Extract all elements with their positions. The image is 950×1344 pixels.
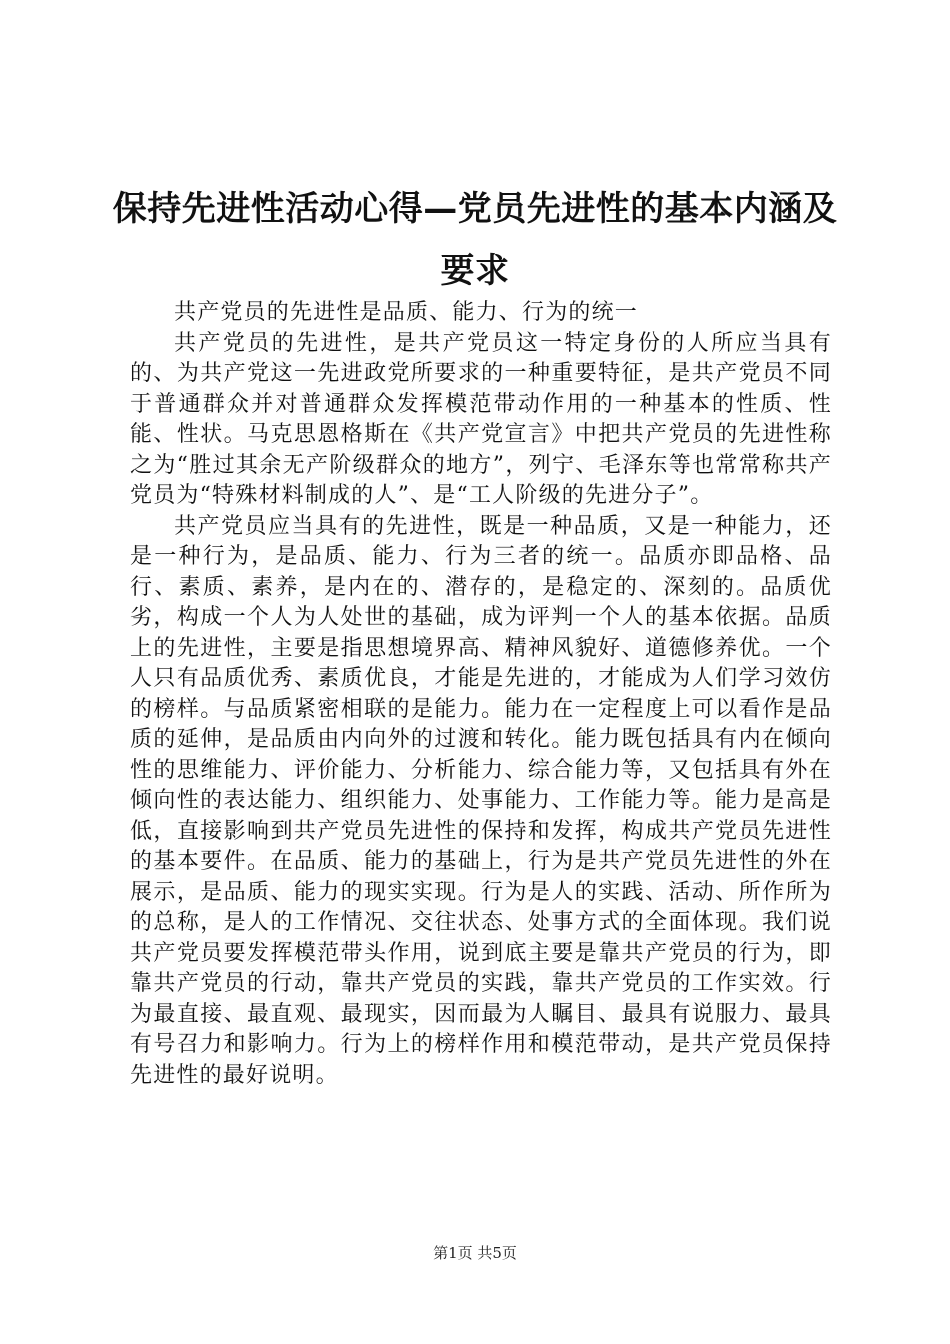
paragraph: 共产党员应当具有的先进性，既是一种品质，又是一种能力，还是一种行为，是品质、能力、行为三者的统一。品质亦即品格、品行、素质、素养，是内在的、潜存的，是稳定的、深刻的。品质优劣，构成一个人为人处世的基础，成为评判一个人的基本依据。品质上的先进性，主要是指思想境界高、精神风貌好、道德修养优。一个人只有品质优秀、素质优良，才能是先进的，才能成为人们学习效仿的榜样。与品质紧密相联的是能力。能力在一定程度上可以看作是品质的延伸，是品质由内向外的过渡和转化。能力既包括具有内在倾向性的思维能力、评价能力、分析能力、综合能力等，又包括具有外在倾向性的表达能力、组织能力、处事能力、工作能力等。能力是高是低，直接影响到共产党员先进性的保持和发挥，构成共产党员先进性的基本要件。在品质、能力的基础上，行为是共产党员先进性的外在展示，是品质、能力的现实实现。行为是人的实践、活动、所作所为的总称，是人的工作情况、交往状态、处事方式的全面体现。我们说共产党员要发挥模范带头作用，说到底主要是靠共产党员的行为，即靠共产党员的行动，靠共产党员的实践，靠共产党员的工作实效。行为最直接、最直观、最现实，因而最为人瞩目、最具有说服力、最具有号召力和影响力。行为上的榜样作用和模范带动，是共产党员保持先进性的最好说明。 <box>130 513 832 1088</box>
page-number-footer: 第1页 共5页 <box>433 1244 517 1262</box>
paragraph: 共产党员的先进性，是共产党员这一特定身份的人所应当具有的、为共产党这一先进政党所要求的一种重要特征，是共产党员不同于普通群众并对普通群众发挥模范带动作用的一种基本的性质、性能、性状。马克思恩格斯在《共产党宣言》中把共产党员的先进性称之为“胜过其余无产阶级群众的地方”，列宁、毛泽东等也常常称共产党员为“特殊材料制成的人”、是“工人阶级的先进分子”。 <box>130 330 832 508</box>
document-title: 保持先进性活动心得—党员先进性的基本内涵及要求 <box>112 189 838 291</box>
document-body <box>130 298 832 1091</box>
paragraph-subheading: 共产党员的先进性是品质、能力、行为的统一 <box>174 300 639 325</box>
